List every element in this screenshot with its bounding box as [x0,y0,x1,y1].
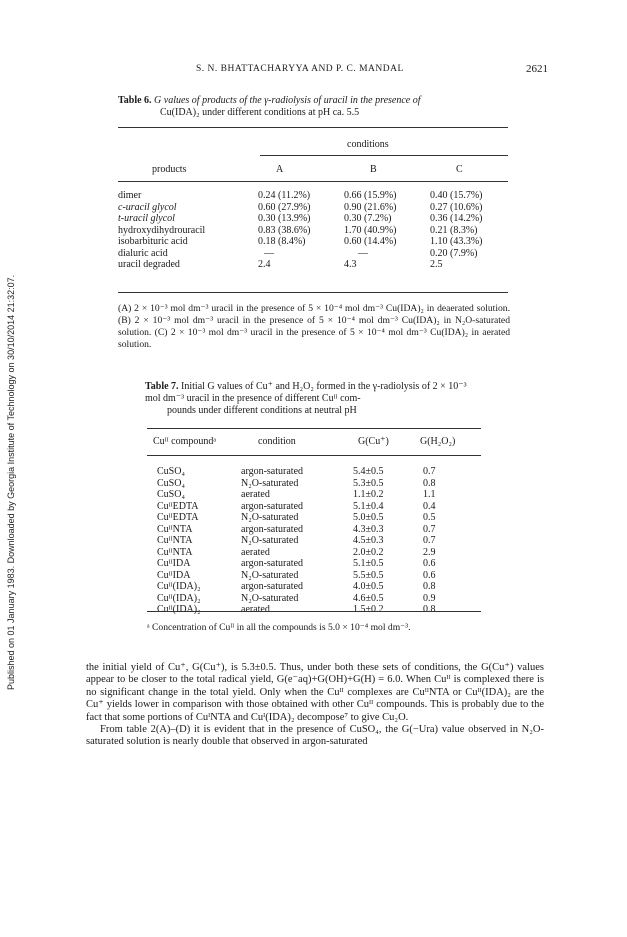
table7-body [147,466,487,616]
table7-col-condition: condition [258,436,296,447]
body-paragraph-2: From table 2(A)–(D) it is evident that in the presence of CuSO₄, the G(−Ura) value observed in N₂O-saturated solution is nearly double that observed in argon-saturated [86,724,544,748]
table6-value-b: 1.70 (40.9%) [344,224,397,236]
table6-group-header: conditions [347,139,389,150]
table6-col-c: C [456,164,463,175]
table-row: CuᴵᴵIDA N₂O-saturated 5.5±0.5 0.6 [157,569,436,581]
table7-caption-line1: Initial G values of Cu⁺ and H₂O₂ formed in the γ-radiolysis [181,381,420,392]
table6-caption [118,95,510,119]
table6-value-c: 2.5 [430,259,443,270]
table-row [118,225,508,237]
table-row: CuᴵᴵEDTA N₂O-saturated 5.0±0.5 0.5 [157,512,436,523]
table-row: CuᴵᴵIDA argon-saturated 5.1±0.5 0.6 [157,558,436,569]
table6-value-c: 0.36 (14.2%) [430,213,483,224]
table7-label: Table 7. [145,381,179,392]
table6-value-b: 4.3 [344,259,357,270]
table7-col-compound: Cuᴵᴵ compoundᵃ [153,436,217,447]
table6-value-a: 0.30 (13.9%) [258,213,311,224]
table-row [118,259,508,271]
table6-product: hydroxydihydrouracil [118,224,206,236]
table6-value-a: 0.60 (27.9%) [258,201,311,213]
table7-top-rule [147,428,481,429]
table6-value-b: 0.66 (15.9%) [344,190,397,201]
table6-top-rule [118,127,508,128]
table6-value-c: 0.21 (8.3%) [430,224,478,236]
table6-col-b: B [370,164,377,175]
table-row: CuSO₄ aerated 1.1±0.2 1.1 [157,489,436,500]
table-row: CuSO₄ argon-saturated 5.4±0.5 0.7 [157,466,436,477]
table7-header-rule [147,455,481,456]
body-text [86,662,544,749]
table6-header-rule [118,181,508,182]
header-authors: S. N. BHATTACHARYYA AND P. C. MANDAL [196,64,404,74]
table-row: CuᴵᴵNTA argon-saturated 4.3±0.3 0.7 [157,523,436,535]
table6-group-rule [260,155,508,156]
table-row [118,213,508,225]
table7-col-gh2o2: G(H₂O₂) [420,436,456,447]
table7-col-gcu: G(Cu⁺) [358,436,389,447]
running-header [0,64,627,78]
table6-product: uracil degraded [118,259,180,270]
table-row: CuᴵᴵEDTA argon-saturated 5.1±0.4 0.4 [157,500,436,512]
table6-body [118,190,508,271]
table6-value-b: 0.90 (21.6%) [344,201,397,213]
table-row [118,248,508,260]
table7-caption-line3: pounds under different conditions at neutral pH [167,405,357,416]
table6-value-b: 0.60 (14.4%) [344,236,397,247]
table6-col-a: A [276,164,284,175]
table6-col-products: products [152,164,187,175]
table6-value-c: 0.20 (7.9%) [430,247,478,259]
table6-product: dimer [118,190,142,201]
table6-value-c: 0.40 (15.7%) [430,190,483,201]
table6-value-b: 0.30 (7.2%) [344,213,392,224]
table7-footnote: ᵃ Concentration of Cuᴵᴵ in all the compounds is 5.0 × 10⁻⁴ mol dm⁻³. [147,622,411,633]
table6-label: Table 6. [118,95,152,106]
table6-value-c: 1.10 (43.3%) [430,236,483,247]
table6-product: t-uracil glycol [118,213,175,224]
table7-bottom-rule [147,611,481,612]
table6-caption-line1: G values of products of the γ-radiolysis of uracil in the presence of [154,95,421,106]
table6-value-c: 0.27 (10.6%) [430,201,483,213]
table6-product: c-uracil glycol [118,201,177,213]
table6-value-a: 0.24 (11.2%) [258,190,311,201]
body-paragraph-1: the initial yield of Cu⁺, G(Cu⁺), is 5.3±0.5. Thus, under both these sets of conditions, the G(Cu⁺) values appear to be closer to the total radical yield, G(e⁻aq)+G(OH)+G(H) = 6.0. When Cuᴵᴵ is complexed there is no significant change in the total yield. Only when the Cuᴵᴵ complexes are CuᴵᴵNTA or Cuᴵᴵ(IDA)₂ are the Cu⁺ yields lower in comparison with those obtained with other Cuᴵᴵ compounds. This is probably due to the fact that some portions of CuᴵNTA and Cuᴵ(IDA)₂ decompose⁷ to give Cu₂O. [86,662,544,723]
table-row: CuᴵᴵNTA aerated 2.0±0.2 2.9 [157,546,436,558]
table7-caption-line2: of 2 × 10⁻³ mol dm⁻³ uracil in the presence of different Cuᴵᴵ com- [145,381,467,404]
table6-value-b: — [358,247,368,259]
download-side-note: Published on 01 January 1983. Downloaded by Georgia Institute of Technology on 30/10/2014 21:32:07. [6,274,16,690]
table-row [118,202,508,214]
table-row [118,190,508,202]
table6-product: dialuric acid [118,247,168,259]
table-row: Cuᴵᴵ(IDA)₂ N₂O-saturated 4.6±0.5 0.9 [157,592,436,604]
table7-caption [145,381,480,417]
table-row: Cuᴵᴵ(IDA)₂ argon-saturated 4.0±0.5 0.8 [157,581,436,592]
table6-note: (A) 2 × 10⁻³ mol dm⁻³ uracil in the presence of 5 × 10⁻⁴ mol dm⁻³ Cu(IDA)₂ in deaerated solution. (B) 2 × 10⁻³ mol dm⁻³ uracil in the presence of 5 × 10⁻⁴ mol dm⁻³ Cu(IDA)₂ in N₂O-saturated solution. (C) 2 × 10⁻³ mol dm⁻³ uracil in the presence of 5 × 10⁻⁴ mol dm⁻³ Cu(IDA)₂ in aerated solution. [118,303,510,350]
table-row: CuSO₄ N₂O-saturated 5.3±0.5 0.8 [157,477,436,489]
table-row [118,236,508,248]
table6-value-a: 0.18 (8.4%) [258,236,306,247]
table6-value-a: 0.83 (38.6%) [258,224,311,236]
table6-value-a: 2.4 [258,259,271,270]
table-row: CuᴵᴵNTA N₂O-saturated 4.5±0.3 0.7 [157,535,436,546]
table6-value-a: — [264,247,274,259]
table6-product: isobarbituric acid [118,236,188,247]
table-row: Cuᴵᴵ(IDA)₂ aerated 1.5±0.2 0.8 [157,604,436,615]
page-number: 2621 [526,63,548,75]
table6-caption-line2: Cu(IDA)₂ under different conditions at pH ca. 5.5 [160,107,360,118]
table6-bottom-rule [118,292,508,293]
